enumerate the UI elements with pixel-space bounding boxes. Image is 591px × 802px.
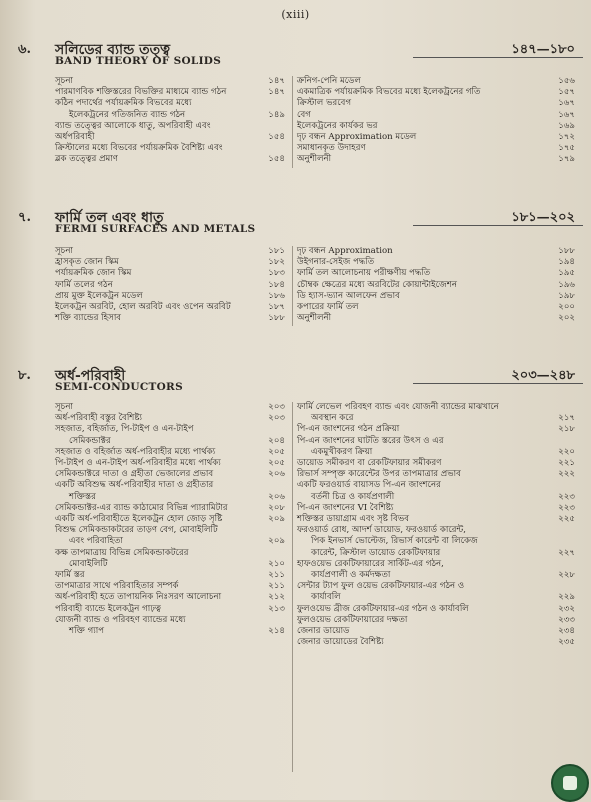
heading-rule (413, 225, 583, 226)
chapter-7 (0, 208, 591, 324)
toc-entry (55, 581, 289, 592)
toc-entry-title: প্রায় মুক্ত ইলেকট্রন মডেল (55, 290, 143, 301)
toc-entry-title: কার্যাবলি (311, 592, 341, 603)
toc-entry-title: অর্ধ-পরিবাহী হতে তাপায়নিক নিঃসরণ আলোচনা (55, 592, 222, 603)
toc-entry (55, 313, 289, 324)
toc-entry (55, 469, 289, 480)
toc-entry-page: ১৬৯ (558, 120, 575, 131)
toc-entry (297, 436, 579, 447)
toc-entry-title: জেনার ডায়োডের বৈশিষ্ট্য (297, 637, 384, 648)
toc-entry-page: ১৫৪ (268, 154, 285, 165)
toc-entry (297, 469, 579, 480)
toc-entry-page: ২১৩ (268, 603, 285, 614)
toc-entry (55, 424, 289, 435)
toc-entry (55, 492, 289, 503)
toc-entry-page: ২২৮ (558, 570, 575, 581)
toc-entry-page: ১৮৮ (268, 313, 285, 324)
toc-entry-title: ফার্মি স্তর (55, 570, 85, 581)
toc-entry-page: ২০৮ (268, 502, 285, 513)
toc-entry (55, 559, 289, 570)
toc-entry (297, 604, 579, 615)
toc-entry (55, 280, 289, 291)
chapter-heading (0, 366, 591, 396)
toc-entry-title: একটি অর্ধ-পরিবাহীতে ইলেকট্রন হোল জোড় সৃষ্টি (55, 514, 223, 525)
chapter-title-bengali: অর্ধ-পরিবাহী (55, 368, 126, 384)
toc-entry (55, 458, 289, 469)
toc-entry-title: বিশুদ্ধ সেমিকন্ডাকটরের তাড়ণ বেগ, মোবাইলিটি (55, 525, 218, 536)
toc-entry-page: ১৭৫ (558, 143, 575, 154)
toc-entry-title: শক্তি গ্যাপ (69, 626, 105, 637)
toc-entry (297, 413, 579, 424)
chapter-title-english: BAND THEORY OF SOLIDS (55, 55, 222, 67)
toc-entry (297, 514, 579, 525)
toc-entry (55, 302, 289, 313)
toc-entry-page: ২০৯ (268, 514, 285, 525)
toc-entry-page: ১৮৮ (558, 246, 575, 256)
toc-entry-title: হাফওয়েভ রেকটিফায়ারের সার্কিট-এর গঠন, (297, 558, 444, 569)
toc-entry-title: এবং পরিবাহিতা (69, 536, 123, 547)
toc-entry-page: ২২৭ (558, 547, 575, 558)
toc-entry-title: ক্রনিগ-পেনি মডেল (297, 76, 361, 86)
toc-entry (297, 615, 579, 626)
toc-entry (55, 592, 289, 603)
toc-entry-title: সহজাত ও বহির্জাত অর্ধ-পরিবাহীর মধ্যে পার্থক্য (55, 446, 216, 457)
toc-entry (55, 626, 289, 637)
chapter-number: ৭. (18, 210, 31, 225)
toc-entry-title: শক্তিস্তর ডায়াগ্রাম এবং সৃষ্ট বিভব (297, 514, 410, 525)
toc-entry-page: ১৬৭ (558, 109, 575, 120)
chapter-page-range: ২০৩—২৪৮ (511, 368, 575, 383)
toc-entry-title: ইলেকট্রনের গতিজনিত ব্যান্ড গঠন (69, 109, 186, 120)
toc-entry-title: ক্রিস্টালের মধ্যে বিভবের পর্যায়ক্রমিক বৈশিষ্ট্য এবং (55, 143, 223, 154)
toc-entry-page: ১৮২ (268, 257, 285, 268)
toc-entry-title: ইলেকট্রন অরবিট, হোল অরবিট এবং ওপেন অরবিট (55, 302, 231, 313)
chapter-heading (0, 40, 591, 70)
toc-entry (55, 257, 289, 268)
toc-entry-page: ১৭২ (558, 132, 575, 143)
toc-entry (55, 480, 289, 491)
toc-entry-title: রিভার্স সম্পৃক্ত কারেন্টের উপর তাপমাত্রার প্রভাব (297, 469, 461, 480)
chapter-number: ৬. (18, 42, 31, 57)
toc-entry-title: ফরওয়ার্ড রোধ, আদর্শ ডায়োড, ফরওয়ার্ড কারেন্ট, (297, 525, 467, 536)
toc-entry-page: ১৫৭ (558, 87, 575, 98)
toc-entry (55, 447, 289, 458)
toc-entry-title: কঠিন পদার্থের পর্যায়ক্রমিক বিভবের মধ্যে (55, 98, 192, 109)
toc-entry-page: ১৯৪ (558, 257, 575, 268)
toc-entry (55, 503, 289, 514)
toc-entry-page: ২০৬ (268, 491, 285, 502)
toc-entry-title: হ্রাসকৃত জোন স্কিম (55, 257, 119, 268)
toc-entry (297, 570, 579, 581)
toc-entry-title: বর্তনী চিত্র ও কার্যপ্রণালী (311, 491, 395, 502)
toc-entry-title: অর্ধ-পরিবাহী বস্তুর বৈশিষ্ট্য (55, 413, 143, 424)
toc-entry-page: ২২১ (558, 458, 575, 469)
chapter-heading (0, 208, 591, 238)
toc-entry (55, 143, 289, 154)
toc-entry-page: ২০২ (558, 313, 575, 324)
toc-entry-page: ১৪৭ (268, 87, 285, 98)
toc-entry-title: ইলেকট্রনের কার্যকর ভর (297, 120, 378, 131)
chapter-page-range: ১৪৭—১৮০ (511, 42, 575, 57)
chapter-8 (0, 366, 591, 648)
toc-entry-page: ১৫৪ (268, 132, 285, 143)
toc-entry-page: ১৮১ (268, 246, 285, 256)
toc-entry (297, 280, 579, 291)
chapter-page-range: ১৮১—২০২ (511, 210, 575, 225)
toc-entry-title: তাপমাত্রার সাথে পরিবাহিতার সম্পর্ক (55, 581, 179, 592)
column-divider (292, 402, 293, 772)
toc-left-column (55, 246, 289, 324)
toc-entry (297, 447, 579, 458)
toc-entry (55, 268, 289, 279)
toc-entry (55, 246, 289, 257)
toc-entry-title: সহজাত, বহির্জাত, পি-টাইপ ও এন-টাইপ (55, 424, 194, 435)
toc-entry-title: ক্রিস্টাল ভরবেগ (297, 98, 352, 109)
toc-entry-title: একমাত্রিক পর্যায়ক্রমিক বিভবের মধ্যে ইলেকট্রনের গতি (297, 87, 481, 98)
chapter-6 (0, 40, 591, 165)
toc-entry-title: সূচনা (55, 76, 73, 86)
page-number: (xiii) (281, 8, 310, 21)
toc-entry-title: অর্ধপরিবাহী (55, 132, 95, 143)
chapter-title-english: FERMI SURFACES AND METALS (55, 223, 256, 235)
toc-entry-title: সূচনা (55, 402, 73, 412)
toc-entry-page: ১৮৩ (268, 268, 285, 279)
toc-entry-title: জেনার ডায়োড (297, 626, 350, 637)
toc-entry-title: সূচনা (55, 246, 73, 256)
toc-entry (297, 246, 579, 257)
toc-entry-page: ২২৩ (558, 491, 575, 502)
toc-entry (55, 536, 289, 547)
toc-entry (297, 313, 579, 324)
toc-entry (55, 76, 289, 87)
toc-entry-page: ২২৯ (558, 592, 575, 603)
toc-entry-title: ব্লক তত্ত্বের প্রমাণ (55, 154, 119, 165)
toc-entry (297, 76, 579, 87)
heading-rule (413, 57, 583, 58)
toc-entry-title: একমুখীকরণ ক্রিয়া (311, 446, 373, 457)
chapter-number: ৮. (18, 368, 31, 383)
toc-entry-title: একটি ফরওয়ার্ড বায়াসড পি-এন জাংশনের (297, 480, 441, 491)
toc-entry-page: ২১১ (268, 570, 285, 581)
toc-entry-title: পি-এন জাংশনের ঘাটতি স্তরের উৎস ও এর (297, 435, 444, 446)
toc-entry-title: চৌম্বক ক্ষেত্রের মধ্যে অরবিটের কোয়ান্টাইজেশন (297, 279, 457, 290)
toc-entry-page: ২০৩ (268, 402, 285, 412)
toc-entry (297, 132, 579, 143)
toc-left-column (55, 76, 289, 166)
toc-entry (297, 548, 579, 559)
toc-entry (55, 525, 289, 536)
toc-entry (297, 536, 579, 547)
toc-entry-page: ১৮৪ (268, 279, 285, 290)
toc-entry-page: ২০৫ (268, 458, 285, 469)
toc-entry (297, 492, 579, 503)
toc-entry (297, 424, 579, 435)
toc-entry-page: ১৪৯ (268, 109, 285, 120)
toc-entry-page: ১৪৭ (268, 76, 285, 86)
toc-entry-title: শক্তিস্তর (69, 491, 96, 502)
toc-entry-title: বেগ (297, 109, 311, 120)
toc-entry-title: পি-এন জাংশনের VI বৈশিষ্ট্য (297, 502, 394, 513)
toc-entry-page: ২০৬ (268, 469, 285, 480)
toc-entry-page: ২১০ (268, 558, 285, 569)
toc-entry-page: ২১৮ (558, 424, 575, 435)
toc-entry (55, 87, 289, 98)
toc-entry-page: ২৩৩ (558, 614, 575, 625)
toc-right-column (297, 402, 579, 648)
toc-entry (297, 525, 579, 536)
toc-entry (55, 548, 289, 559)
toc-entry-title: ডায়োড সমীকরণ বা রেকটিফায়ার সমীকরণ (297, 458, 442, 469)
toc-right-column (297, 76, 579, 166)
toc-entry (55, 98, 289, 109)
toc-entry-title: যোজনী ব্যান্ড ও পরিবহণ ব্যান্ডের মধ্যে (55, 614, 186, 625)
chapter-title-english: SEMI-CONDUCTORS (55, 381, 183, 393)
toc-entry (55, 154, 289, 165)
toc-entry-page: ২৩২ (558, 603, 575, 614)
toc-right-column (297, 246, 579, 324)
toc-entry-page: ২২২ (558, 469, 575, 480)
toc-entry-title: ডি হ্যাস-ভ্যান আলফেন প্রভাব (297, 290, 400, 301)
toc-entry (297, 302, 579, 313)
toc-entry-title: পরিবাহী ব্যান্ডে ইলেকট্রন গাঢ়ত্ব (55, 603, 162, 614)
toc-entry-title: দৃঢ় বন্ধন Approximation (297, 246, 393, 256)
toc-entry-title: মোবাইলিটি (69, 558, 108, 569)
toc-entry (55, 413, 289, 424)
toc-entry-title: সেন্টার ট্যাপ ফুল ওয়েভ রেকটিফায়ার-এর গঠন ও (297, 581, 465, 592)
toc-entry-page: ১৯৬ (558, 279, 575, 290)
toc-entry-title: সমাধানকৃত উদাহরণ (297, 143, 366, 154)
column-divider (292, 246, 293, 326)
toc-entry-title: পি-টাইপ ও এন-টাইপ অর্ধ-পরিবাহীর মধ্যে পার্থক্য (55, 458, 221, 469)
toc-entry-title: সেমিকন্ডাক্টর (69, 435, 111, 446)
toc-entry (297, 268, 579, 279)
toc-entry (297, 592, 579, 603)
toc-entry (297, 637, 579, 648)
chapter-title-bengali: ফার্মি তল এবং ধাতু (55, 210, 164, 226)
toc-entry-title: উইগনার-সেইজ পদ্ধতি (297, 257, 375, 268)
toc-entry-page: ২২৩ (558, 502, 575, 513)
toc-entry (55, 514, 289, 525)
toc-entry-page: ১৫৬ (558, 76, 575, 86)
toc-entry (297, 154, 579, 165)
toc-entry (297, 402, 579, 413)
toc-entry-title: কক্ষ তাপমাত্রায় বিভিন্ন সেমিকন্ডাকটরের (55, 547, 189, 558)
toc-entry-page: ২১২ (268, 592, 285, 603)
toc-entry-page: ২২৫ (558, 514, 575, 525)
toc-entry-page: ২১৪ (268, 626, 285, 637)
toc-entry-title: পারমাণবিক শক্তিস্তরের বিভক্তির মাধ্যমে ব্যান্ড গঠন (55, 87, 227, 98)
toc-entry-page: ২২০ (558, 446, 575, 457)
toc-entry-title: ফার্মি তল আলোচনায় পরীক্ষণীয় পদ্ধতি (297, 268, 431, 279)
toc-entry (297, 121, 579, 132)
toc-entry (297, 503, 579, 514)
toc-left-column (55, 402, 289, 637)
toc-entry-title: পি-এন জাংশনের গঠন প্রক্রিয়া (297, 424, 400, 435)
toc-entry (297, 559, 579, 570)
toc-entry-title: ফুলওয়েভ ব্রীজ রেকটিফায়ার-এর গঠন ও কার্যাবলি (297, 603, 469, 614)
toc-entry-page: ২০৩ (268, 413, 285, 424)
toc-entry (297, 110, 579, 121)
toc-entry (297, 626, 579, 637)
toc-entry (55, 121, 289, 132)
toc-entry (55, 110, 289, 121)
toc-entry (55, 570, 289, 581)
toc-entry-page: ২১১ (268, 581, 285, 592)
toc-entry-title: ফার্মি লেভেল পরিবহণ ব্যান্ড এবং যোজনী ব্যান্ডের মাঝখানে (297, 402, 499, 412)
toc-entry (297, 581, 579, 592)
toc-entry-page: ২৩৪ (558, 626, 575, 637)
watermark-seal-icon (551, 764, 589, 802)
toc-entry-title: একটি অবিশুদ্ধ অর্ধ-পরিবাহীর দাতা ও গ্রহীতার (55, 480, 214, 491)
toc-entry-title: অনুশীলনী (297, 313, 332, 324)
toc-entry (55, 615, 289, 626)
toc-entry-page: ২০০ (558, 302, 575, 313)
toc-entry-page: ২৩৫ (558, 637, 575, 648)
toc-entry-page: ২০৪ (268, 435, 285, 446)
toc-entry (297, 291, 579, 302)
toc-entry (297, 87, 579, 98)
toc-entry-title: সেমিকন্ডাক্টর-এর ব্যান্ড কাঠামোর বিভিন্ন প্যারামিটার (55, 502, 228, 513)
toc-entry (297, 143, 579, 154)
toc-entry-title: কারেন্ট, ক্রিস্টাল ডায়োড রেকটিফায়ার (311, 547, 441, 558)
toc-entry (55, 436, 289, 447)
toc-entry-page: ১৯৮ (558, 290, 575, 301)
toc-entry (55, 291, 289, 302)
toc-entry (297, 480, 579, 491)
toc-entry-title: কার্যপ্রণালী ও কর্মদক্ষতা (311, 570, 391, 581)
toc-entry-title: পিক ইনভার্স ভোল্টেজ, রিভার্স কারেন্ট বা লিকেজ (311, 536, 478, 547)
toc-entry-title: পর্যায়ক্রমিক জোন স্কিম (55, 268, 132, 279)
toc-entry (55, 132, 289, 143)
toc-entry (55, 402, 289, 413)
toc-entry-page: ১৮৬ (268, 290, 285, 301)
toc-entry-title: কপারের ফার্মি তল (297, 302, 359, 313)
toc-entry-page: ১৬৭ (558, 98, 575, 109)
toc-entry (297, 458, 579, 469)
heading-rule (413, 383, 583, 384)
toc-entry-page: ১৯৫ (558, 268, 575, 279)
toc-entry-title: সেমিকন্ডাক্টরে দাতা ও গ্রহীতা ভেজালের প্রভাব (55, 469, 214, 480)
column-divider (292, 76, 293, 168)
chapter-title-bengali: সলিডের ব্যান্ড তত্ত্ব (55, 42, 171, 58)
toc-entry-page: ১৮৭ (268, 302, 285, 313)
toc-entry-title: ব্যান্ড তত্ত্বের আলোকে ধাতু, অপরিবাহী এবং (55, 120, 211, 131)
toc-entry-title: ফার্মি তলের গঠন (55, 279, 113, 290)
toc-entry-title: দৃঢ় বন্ধন Approximation মডেল (297, 132, 417, 143)
toc-entry-title: শক্তি ব্যান্ডের হিসাব (55, 313, 122, 324)
toc-entry-page: ১৭৯ (558, 154, 575, 165)
toc-entry-page: ২০৫ (268, 446, 285, 457)
toc-entry-title: ফুলওয়েভ রেকটিফায়ারের দক্ষতা (297, 614, 408, 625)
toc-entry-page: ২১৭ (558, 413, 575, 424)
toc-entry (297, 257, 579, 268)
toc-entry (297, 98, 579, 109)
toc-entry-title: অনুশীলনী (297, 154, 332, 165)
toc-entry-title: অবস্থান করে (311, 413, 354, 424)
toc-entry (55, 604, 289, 615)
toc-entry-page: ২০৯ (268, 536, 285, 547)
